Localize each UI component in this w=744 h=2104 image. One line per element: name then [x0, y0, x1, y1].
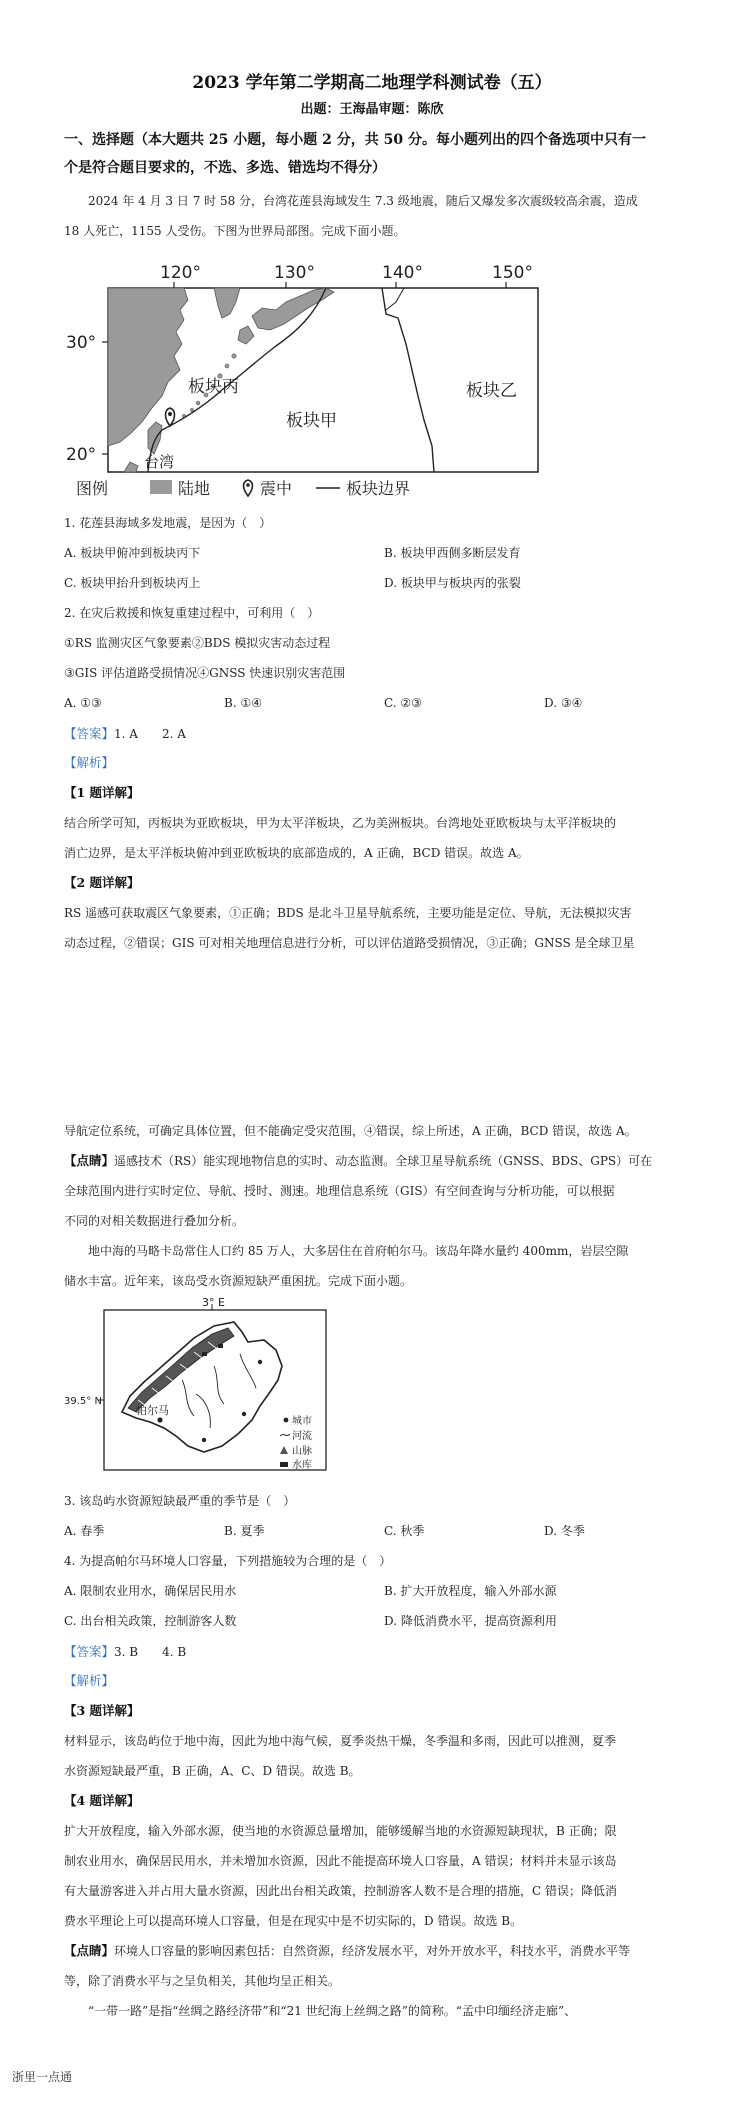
tip-label-1: 【点睛】	[64, 1153, 115, 1168]
detail4-line1: 扩大开放程度，输入外部水源，使当地的水资源总量增加，能够缓解当地的水资源短缺现状，B 正确；限	[64, 1824, 617, 1838]
tip-label-2: 【点睛】	[64, 1943, 115, 1958]
detail2-continued	[64, 1116, 684, 1146]
detail3-line2: 水资源短缺最严重，B 正确，A、C、D 错误。故选 B。	[64, 1764, 361, 1778]
q1-option-c: C. 板块甲抬升到板块丙上	[64, 576, 201, 590]
detail1-heading: 【1 题详解】	[64, 785, 140, 800]
legend2-city-icon	[284, 1418, 289, 1423]
map2-lat-label: 39.5° N	[64, 1396, 102, 1407]
detail2-body	[64, 898, 684, 958]
answer-label-2: 【答案】	[64, 1644, 115, 1659]
q2-option-c: C. ②③	[384, 696, 422, 710]
intro1-line1: 2024 年 4 月 3 日 7 时 58 分，台湾花莲县海域发生 7.3 级地震，随后又爆发多次震级较高余震，造成	[88, 194, 638, 208]
tip2-line1: 环境人口容量的影响因素包括：自然资源，经济发展水平，对外开放水平，科技水平，消费水平等	[114, 1944, 631, 1958]
detail3-body	[64, 1726, 684, 1786]
answer-text-2: 3. B 4. B	[114, 1645, 187, 1659]
q1-option-a: A. 板块甲俯冲到板块丙下	[64, 546, 201, 560]
q4-option-b: B. 扩大开放程度，输入外部水源	[384, 1584, 557, 1598]
legend-title: 图例	[76, 479, 109, 498]
detail4-line4: 费水平理论上可以提高环境人口容量，但是在现实中是不切实际的，D 错误。故选 B。	[64, 1914, 523, 1928]
legend-quake-icon	[244, 480, 253, 496]
intro-paragraph-1	[64, 186, 684, 246]
intro1-line2: 18 人死亡，1155 人受伤。下图为世界局部图。完成下面小题。	[64, 224, 406, 238]
lon-label-140: 140°	[382, 263, 423, 283]
section-heading-line1: 一、选择题（本大题共 25 小题，每小题 2 分，共 50 分。每小题列出的四个备选项中只有一	[64, 132, 646, 148]
footer-watermark: 浙里一点通	[12, 2070, 73, 2084]
q3-option-a: A. 春季	[64, 1524, 105, 1538]
q2-statement-2: ③GIS 评估道路受损情况④GNSS 快速识别灾害范围	[64, 666, 346, 680]
lon-label-150: 150°	[492, 263, 533, 283]
tip2-line2: 等，除了消费水平与之呈负相关，其他均呈正相关。	[64, 1974, 341, 1988]
detail2-line3: 导航定位系统，可确定具体位置，但不能确定受灾范围，④错误，综上所述，A 正确，BCD 错误，故选 A。	[64, 1124, 637, 1138]
legend2-river-label: 河流	[292, 1431, 312, 1442]
q4-stem: 4. 为提高帕尔马环境人口容量，下列措施较为合理的是（ ）	[64, 1554, 392, 1568]
taiwan-label: 台湾	[144, 453, 175, 471]
q2-stem: 2. 在灾后救援和恢复重建过程中，可利用（ ）	[64, 606, 320, 620]
q3-option-b: B. 夏季	[224, 1524, 265, 1538]
q4-option-d: D. 降低消费水平，提高资源利用	[384, 1614, 557, 1628]
lon-label-120: 120°	[160, 263, 201, 283]
intro3-line1: “一带一路”是指“丝绸之路经济带”和“21 世纪海上丝绸之路”的简称。“孟中印缅经济走廊”、	[88, 2004, 577, 2018]
intro-paragraph-2	[64, 1236, 684, 1296]
map2-lon-label: 3° E	[202, 1296, 225, 1309]
legend-land-swatch	[150, 480, 172, 494]
authors-line: 出题：王海晶审题：陈欣	[300, 102, 444, 117]
page-title: 2023 学年第二学期高二地理学科测试卷（五）	[192, 73, 552, 93]
section-heading	[64, 126, 684, 182]
palma-label: 帕尔马	[136, 1404, 169, 1417]
q3-option-d: D. 冬季	[544, 1524, 585, 1538]
detail2-line2: 动态过程，②错误；GIS 可对相关地理信息进行分析，可以评估道路受损情况，③正确；GNSS 是全球卫星	[64, 936, 635, 950]
legend2-mountain-label: 山脉	[292, 1446, 312, 1457]
tip1-line3: 不同的对相关数据进行叠加分析。	[64, 1214, 245, 1228]
detail4-line3: 有大量游客进入并占用大量水资源，因此出台相关政策，控制游客人数不是合理的措施，C 错误；降低消	[64, 1884, 618, 1898]
detail4-heading: 【4 题详解】	[64, 1793, 140, 1808]
detail4-line2: 制农业用水，确保居民用水，并未增加水资源，因此不能提高环境人口容量，A 错误；材料并未显示该岛	[64, 1854, 617, 1868]
answer-label-1: 【答案】	[64, 726, 115, 741]
q3-stem: 3. 该岛屿水资源短缺最严重的季节是（ ）	[64, 1494, 296, 1508]
detail1-line2: 消亡边界，是太平洋板块俯冲到亚欧板块的底部造成的，A 正确，BCD 错误。故选 A。	[64, 846, 529, 860]
intro2-line1: 地中海的马略卡岛常住人口约 85 万人，大多居住在首府帕尔马。该岛年降水量约 400mm，岩层空隙	[88, 1244, 629, 1258]
tip-block-2	[64, 1936, 684, 1996]
legend2-city-label: 城市	[292, 1416, 312, 1427]
analysis-label-2: 【解析】	[64, 1673, 115, 1688]
q4-option-a: A. 限制农业用水，确保居民用水	[64, 1584, 237, 1598]
lat-label-30: 30°	[66, 333, 97, 353]
tip1-line1: 遥感技术（RS）能实现地物信息的实时、动态监测。全球卫星导航系统（GNSS、BDS、GPS）可在	[114, 1154, 653, 1168]
intro-paragraph-3	[64, 1996, 684, 2026]
lat-label-20: 20°	[66, 445, 97, 465]
plate-yi-label: 板块乙	[466, 381, 517, 401]
detail2-line1: RS 遥感可获取震区气象要素，①正确；BDS 是北斗卫星导航系统，主要功能是定位、导航，无法模拟灾害	[64, 906, 632, 920]
mallorca-map	[64, 1296, 344, 1476]
detail3-line1: 材料显示，该岛屿位于地中海，因此为地中海气候，夏季炎热干燥，冬季温和多雨，因此可以推测，夏季	[64, 1734, 617, 1748]
tip1-line2: 全球范围内进行实时定位、导航、授时、测速。地理信息系统（GIS）有空间查询与分析功能，可以根据	[64, 1184, 615, 1198]
intro2-line2: 储水丰富。近年来，该岛受水资源短缺严重困扰。完成下面小题。	[64, 1274, 413, 1288]
answer-text-1: 1. A 2. A	[114, 727, 186, 741]
plate-bing-label: 板块丙	[188, 377, 239, 397]
q2-option-b: B. ①④	[224, 696, 262, 710]
plate-jia-label: 板块甲	[286, 411, 337, 431]
legend-boundary-label: 板块边界	[346, 479, 411, 498]
detail1-line1: 结合所学可知，丙板块为亚欧板块，甲为太平洋板块，乙为美洲板块。台湾地处亚欧板块与太平洋板块的	[64, 816, 617, 830]
answer-block-2	[64, 1636, 186, 1667]
q2-statement-1: ①RS 监测灾区气象要素②BDS 模拟灾害动态过程	[64, 636, 331, 650]
legend-land-label: 陆地	[178, 479, 211, 498]
legend2-reservoir-label: 水库	[292, 1460, 312, 1471]
q1-option-b: B. 板块甲西侧多断层发育	[384, 546, 521, 560]
q2-option-a: A. ①③	[64, 696, 102, 710]
analysis-label-1: 【解析】	[64, 755, 115, 770]
q2-option-d: D. ③④	[544, 696, 583, 710]
world-plate-map	[64, 258, 544, 498]
detail3-heading: 【3 题详解】	[64, 1703, 140, 1718]
detail1-body	[64, 808, 684, 868]
q1-stem: 1. 花莲县海域多发地震，是因为（ ）	[64, 516, 272, 530]
q1-option-d: D. 板块甲与板块丙的张裂	[384, 576, 521, 590]
detail4-body	[64, 1816, 684, 1936]
q4-option-c: C. 出台相关政策，控制游客人数	[64, 1614, 237, 1628]
legend-quake-label: 震中	[260, 479, 293, 498]
q3-option-c: C. 秋季	[384, 1524, 425, 1538]
legend2-reservoir-icon	[280, 1462, 288, 1467]
lon-label-130: 130°	[274, 263, 315, 283]
section-heading-line2: 个是符合题目要求的，不选、多选、错选均不得分）	[64, 160, 386, 176]
answer-block-1	[64, 718, 186, 749]
detail2-heading: 【2 题详解】	[64, 875, 140, 890]
tip-block-1	[64, 1146, 684, 1236]
